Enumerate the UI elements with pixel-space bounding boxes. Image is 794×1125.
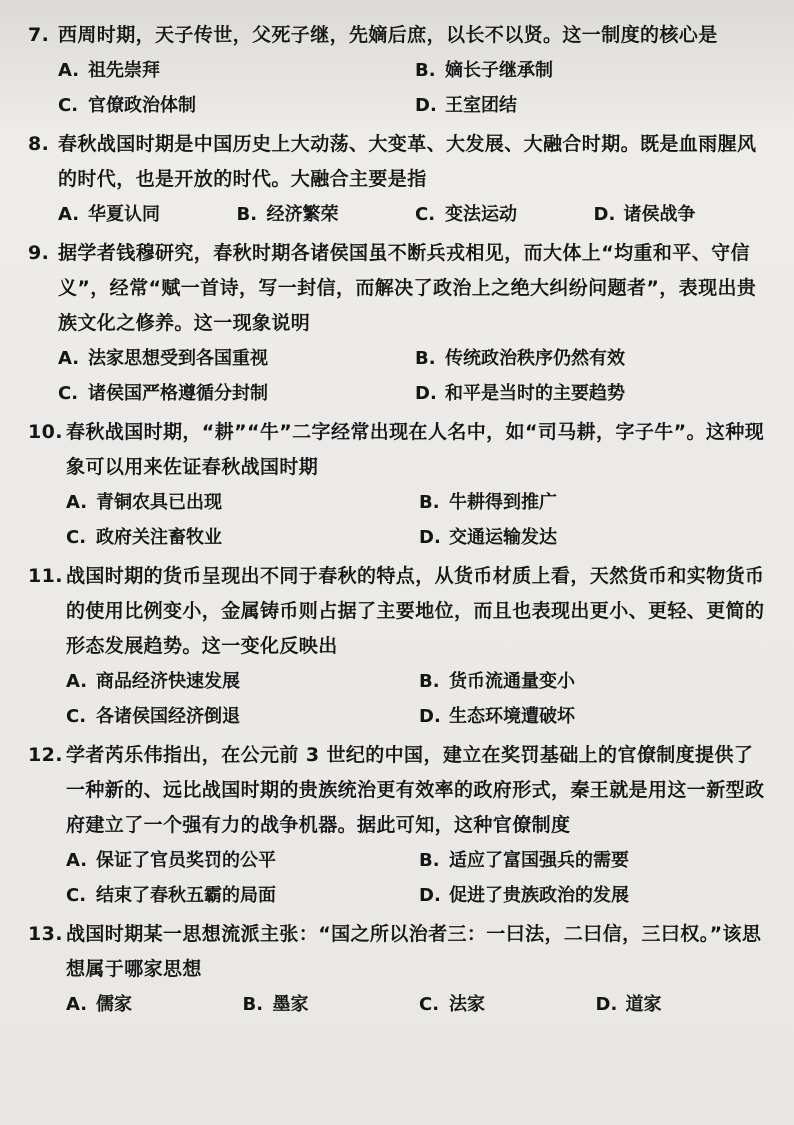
option-a[interactable] [66, 987, 243, 1022]
question-stem [28, 415, 772, 485]
option-group [28, 485, 772, 555]
option-text: 诸侯战争 [623, 204, 696, 225]
option-label: A. [58, 60, 80, 81]
option-label: A. [66, 671, 88, 692]
option-d[interactable] [419, 878, 772, 913]
option-b[interactable] [419, 664, 772, 699]
option-text: 道家 [625, 994, 662, 1015]
option-text: 华夏认同 [88, 204, 160, 225]
option-text: 变法运动 [445, 204, 517, 225]
option-text: 货币流通量变小 [449, 671, 575, 692]
option-label: C. [66, 885, 87, 906]
option-label: A. [66, 492, 88, 513]
option-text: 祖先崇拜 [88, 60, 160, 81]
option-c[interactable] [66, 520, 419, 555]
option-label: A. [66, 850, 88, 871]
option-label: B. [242, 994, 264, 1015]
option-b[interactable] [237, 197, 416, 232]
question-text: 战国时期的货币呈现出不同于春秋的特点，从货币材质上看，天然货币和实物货币的使用比例变小，金属铸币则占据了主要地位，而且也表现出更小、更轻、更简的形态发展趋势。这一变化反映出 [66, 565, 765, 657]
option-b[interactable] [419, 843, 772, 878]
option-c[interactable] [66, 878, 419, 913]
question-stem [28, 917, 772, 987]
question-10 [28, 415, 772, 555]
question-number: 7. [28, 24, 50, 46]
option-a[interactable] [66, 843, 419, 878]
option-label: C. [66, 527, 87, 548]
option-c[interactable] [415, 197, 594, 232]
option-label: D. [415, 95, 437, 116]
option-label: B. [419, 671, 440, 692]
question-stem [28, 236, 772, 341]
option-text: 儒家 [96, 994, 132, 1015]
option-text: 交通运输发达 [449, 527, 557, 548]
option-text: 适应了富国强兵的需要 [449, 850, 629, 871]
option-group [28, 341, 772, 411]
option-label: B. [419, 850, 440, 871]
option-b[interactable] [415, 53, 772, 88]
question-text: 春秋战国时期，“耕”“牛”二字经常出现在人名中，如“司马耕，字子牛”。这种现象可以用来佐证春秋战国时期 [66, 421, 765, 478]
option-c[interactable] [58, 88, 415, 123]
question-number: 11. [28, 565, 63, 587]
question-stem [28, 559, 772, 664]
option-label: A. [58, 348, 80, 369]
option-label: C. [66, 706, 87, 727]
question-number: 10. [28, 421, 63, 443]
option-label: B. [415, 60, 436, 81]
option-group [28, 197, 772, 232]
option-group [28, 843, 772, 913]
option-label: B. [415, 348, 436, 369]
option-text: 传统政治秩序仍然有效 [445, 348, 625, 369]
option-label: C. [419, 994, 440, 1015]
option-text: 保证了官员奖罚的公平 [96, 850, 276, 871]
option-label: C. [58, 383, 79, 404]
option-a[interactable] [66, 485, 419, 520]
question-stem [28, 127, 772, 197]
option-text: 各诸侯国经济倒退 [96, 706, 240, 727]
option-text: 和平是当时的主要趋势 [445, 383, 625, 404]
option-label: D. [419, 885, 441, 906]
option-text: 嫡长子继承制 [445, 60, 553, 81]
option-a[interactable] [66, 664, 419, 699]
question-stem [28, 738, 772, 843]
option-text: 墨家 [272, 994, 309, 1015]
option-text: 官僚政治体制 [88, 95, 196, 116]
option-text: 促进了贵族政治的发展 [449, 885, 629, 906]
question-number: 13. [28, 923, 63, 945]
option-group [28, 664, 772, 734]
option-c[interactable] [66, 699, 419, 734]
question-text: 学者芮乐伟指出，在公元前 3 世纪的中国，建立在奖罚基础上的官僚制度提供了一种新的、远比战国时期的贵族统治更有效率的政府形式，秦王就是用这一新型政府建立了一个强有力的战争机器。据此可知，这种官僚制度 [66, 744, 765, 836]
option-label: D. [595, 994, 618, 1015]
option-label: C. [415, 204, 436, 225]
option-text: 青铜农具已出现 [96, 492, 222, 513]
question-text: 西周时期，天子传世，父死子继，先嫡后庶，以长不以贤。这一制度的核心是 [58, 24, 718, 46]
option-c[interactable] [419, 987, 596, 1022]
question-stem [28, 18, 772, 53]
question-text: 战国时期某一思想流派主张：“国之所以治者三：一曰法，二曰信，三曰权。”该思想属于哪家思想 [66, 923, 762, 980]
option-d[interactable] [419, 699, 772, 734]
option-a[interactable] [58, 53, 415, 88]
option-a[interactable] [58, 197, 237, 232]
option-b[interactable] [243, 987, 420, 1022]
option-text: 诸侯国严格遵循分封制 [88, 383, 268, 404]
option-text: 牛耕得到推广 [449, 492, 557, 513]
question-12 [28, 738, 772, 913]
option-c[interactable] [58, 376, 415, 411]
question-11 [28, 559, 772, 734]
option-label: D. [419, 527, 441, 548]
option-label: D. [419, 706, 441, 727]
option-label: D. [593, 204, 616, 225]
option-label: B. [236, 204, 258, 225]
option-text: 生态环境遭破坏 [449, 706, 575, 727]
option-text: 结束了春秋五霸的局面 [96, 885, 276, 906]
option-label: C. [58, 95, 79, 116]
option-d[interactable] [415, 376, 772, 411]
option-label: B. [419, 492, 440, 513]
option-text: 商品经济快速发展 [96, 671, 240, 692]
question-text: 春秋战国时期是中国历史上大动荡、大变革、大发展、大融合时期。既是血雨腥风的时代，也是开放的时代。大融合主要是指 [58, 133, 757, 190]
option-d[interactable] [596, 987, 773, 1022]
question-13 [28, 917, 772, 1022]
question-9 [28, 236, 772, 411]
option-text: 经济繁荣 [266, 204, 339, 225]
option-text: 法家思想受到各国重视 [88, 348, 268, 369]
option-b[interactable] [415, 341, 772, 376]
option-label: A. [58, 204, 80, 225]
option-group [28, 987, 772, 1022]
question-number: 12. [28, 744, 63, 766]
question-number: 9. [28, 242, 50, 264]
question-number: 8. [28, 133, 50, 155]
option-text: 政府关注畜牧业 [96, 527, 222, 548]
option-a[interactable] [58, 341, 415, 376]
option-d[interactable] [419, 520, 772, 555]
option-text: 法家 [449, 994, 485, 1015]
option-b[interactable] [419, 485, 772, 520]
question-7 [28, 18, 772, 123]
option-label: A. [66, 994, 88, 1015]
question-8 [28, 127, 772, 232]
option-label: D. [415, 383, 437, 404]
question-text: 据学者钱穆研究，春秋时期各诸侯国虽不断兵戎相见，而大体上“均重和平、守信义”，经常“赋一首诗，写一封信，而解决了政治上之绝大纠纷问题者”，表现出贵族文化之修养。这一现象说明 [58, 242, 757, 334]
option-group [28, 53, 772, 123]
option-text: 王室团结 [445, 95, 517, 116]
option-d[interactable] [415, 88, 772, 123]
option-d[interactable] [594, 197, 773, 232]
